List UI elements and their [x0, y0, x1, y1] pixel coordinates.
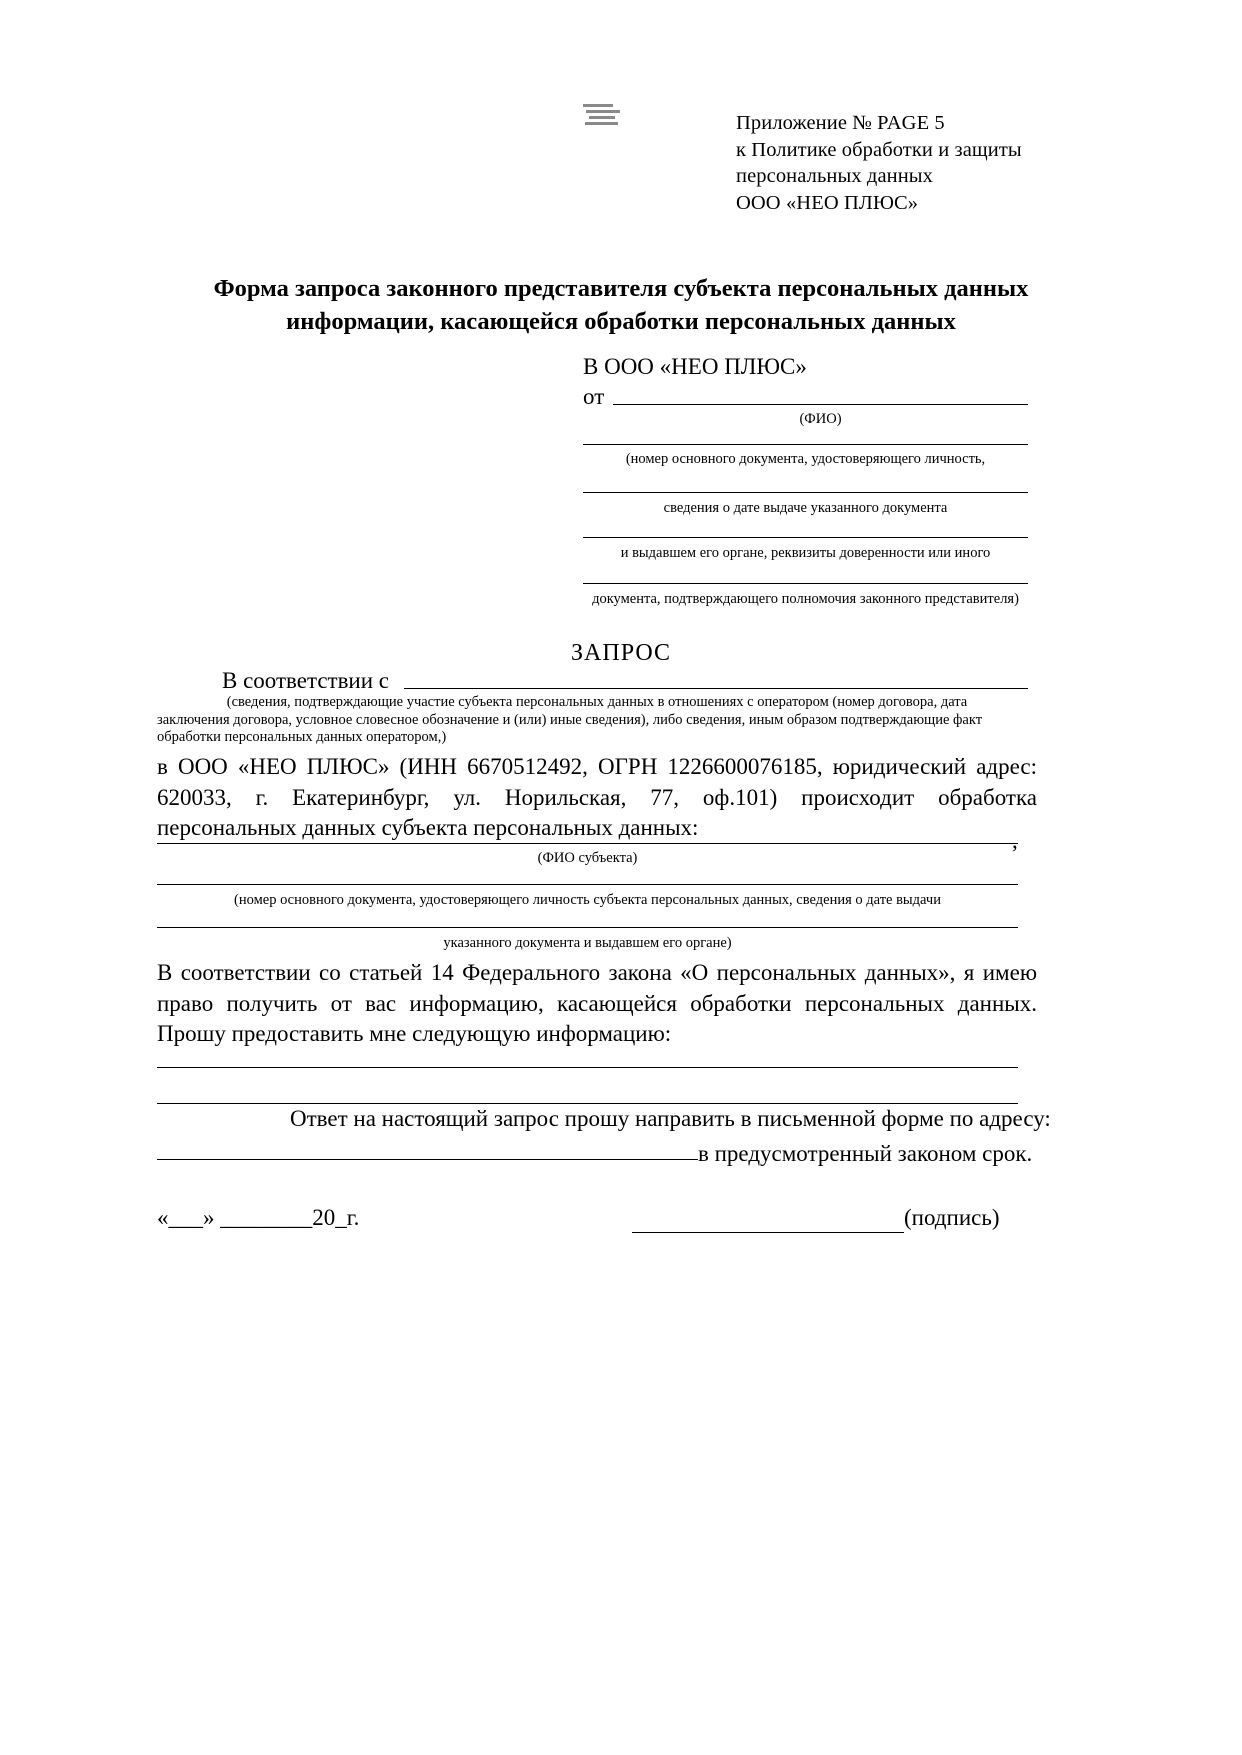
- signature-label: (подпись): [904, 1205, 1000, 1230]
- subject-doc-line2[interactable]: [157, 927, 1018, 928]
- appendix-policy-line1: к Политике обработки и защиты: [736, 138, 1022, 161]
- subject-doc-line1[interactable]: [157, 884, 1018, 885]
- appendix-header: [736, 110, 1156, 216]
- note-line2: заключения договора, условное словесное обозначение и (или) иные сведения), либо сведения, иным образом подтверждающие факт: [157, 711, 983, 728]
- caption-subject-doc1: (номер основного документа, удостоверяющего личность субъекта персональных данных, сведения о дате выдачи: [234, 892, 941, 908]
- page-title-line2: информации, касающейся обработки персональных данных: [286, 308, 956, 335]
- date-field[interactable]: «___» ________20_г.: [157, 1205, 360, 1230]
- note-line1: (сведения, подтверждающие участие субъекта персональных данных в отношениях с оператором (номер договора, дата: [226, 694, 968, 710]
- note-line3: обработки персональных данных оператором,): [157, 729, 447, 745]
- caption-subject-fio: (ФИО субъекта): [537, 850, 638, 866]
- from-label: от: [583, 384, 605, 409]
- section-heading-zapros: ЗАПРОС: [571, 640, 671, 666]
- answer-request-text: Ответ на настоящий запрос прошу направить в письменной форме по адресу:: [290, 1106, 1051, 1131]
- caption-fio: (ФИО): [799, 411, 842, 427]
- answer-term-text: в предусмотренный законом срок.: [698, 1141, 1033, 1166]
- header-stamp-icon: [583, 100, 623, 134]
- caption-doc-number: (номер основного документа, удостоверяющего личность,: [625, 451, 986, 467]
- note-participation: [157, 694, 1037, 747]
- doc-organ-line[interactable]: [583, 537, 1028, 538]
- caption-doc-power: документа, подтверждающего полномочия законного представителя): [592, 591, 1019, 607]
- doc-power-line[interactable]: [583, 583, 1028, 584]
- law-paragraph: В соответствии со статьей 14 Федерального закона «О персональных данных», я имею право получить от вас информацию, касающейся обработки персональных данных. Прошу предоставить мне следующую информацию:: [157, 960, 1037, 1046]
- appendix-number: Приложение № PAGE 5: [736, 112, 945, 134]
- appendix-company: ООО «НЕО ПЛЮС»: [736, 191, 919, 214]
- subject-fio-comma: ,: [1012, 828, 1018, 853]
- operator-paragraph: в ООО «НЕО ПЛЮС» (ИНН 6670512492, ОГРН 1226600076185, юридический адрес: 620033, г. Екатеринбург, ул. Норильская, 77, оф.101) происходит обработка персональных данных субъекта персональных данных:: [157, 754, 1037, 840]
- from-fio-line[interactable]: [613, 404, 1028, 405]
- answer-address-line[interactable]: [157, 1159, 698, 1160]
- doc-number-line[interactable]: [583, 444, 1028, 445]
- doc-date-line[interactable]: [583, 492, 1028, 493]
- page-title: [150, 272, 1092, 338]
- page-title-line1: Форма запроса законного представителя субъекта персональных данных: [213, 275, 1029, 302]
- info-request-line1[interactable]: [157, 1067, 1018, 1068]
- caption-subject-doc2: указанного документа и выдавшем его органе): [443, 935, 732, 951]
- addressee-to: В ООО «НЕО ПЛЮС»: [583, 354, 807, 379]
- in-accordance-label: В соответствии с: [222, 668, 390, 693]
- caption-doc-organ: и выдавшем его органе, реквизиты доверенности или иного: [620, 545, 991, 561]
- in-accordance-line[interactable]: [404, 688, 1028, 689]
- caption-doc-date: сведения о дате выдаче указанного документа: [663, 500, 948, 516]
- subject-fio-line[interactable]: [157, 843, 1018, 844]
- appendix-policy-line2: персональных данных: [736, 165, 934, 187]
- signature-line[interactable]: [632, 1232, 904, 1233]
